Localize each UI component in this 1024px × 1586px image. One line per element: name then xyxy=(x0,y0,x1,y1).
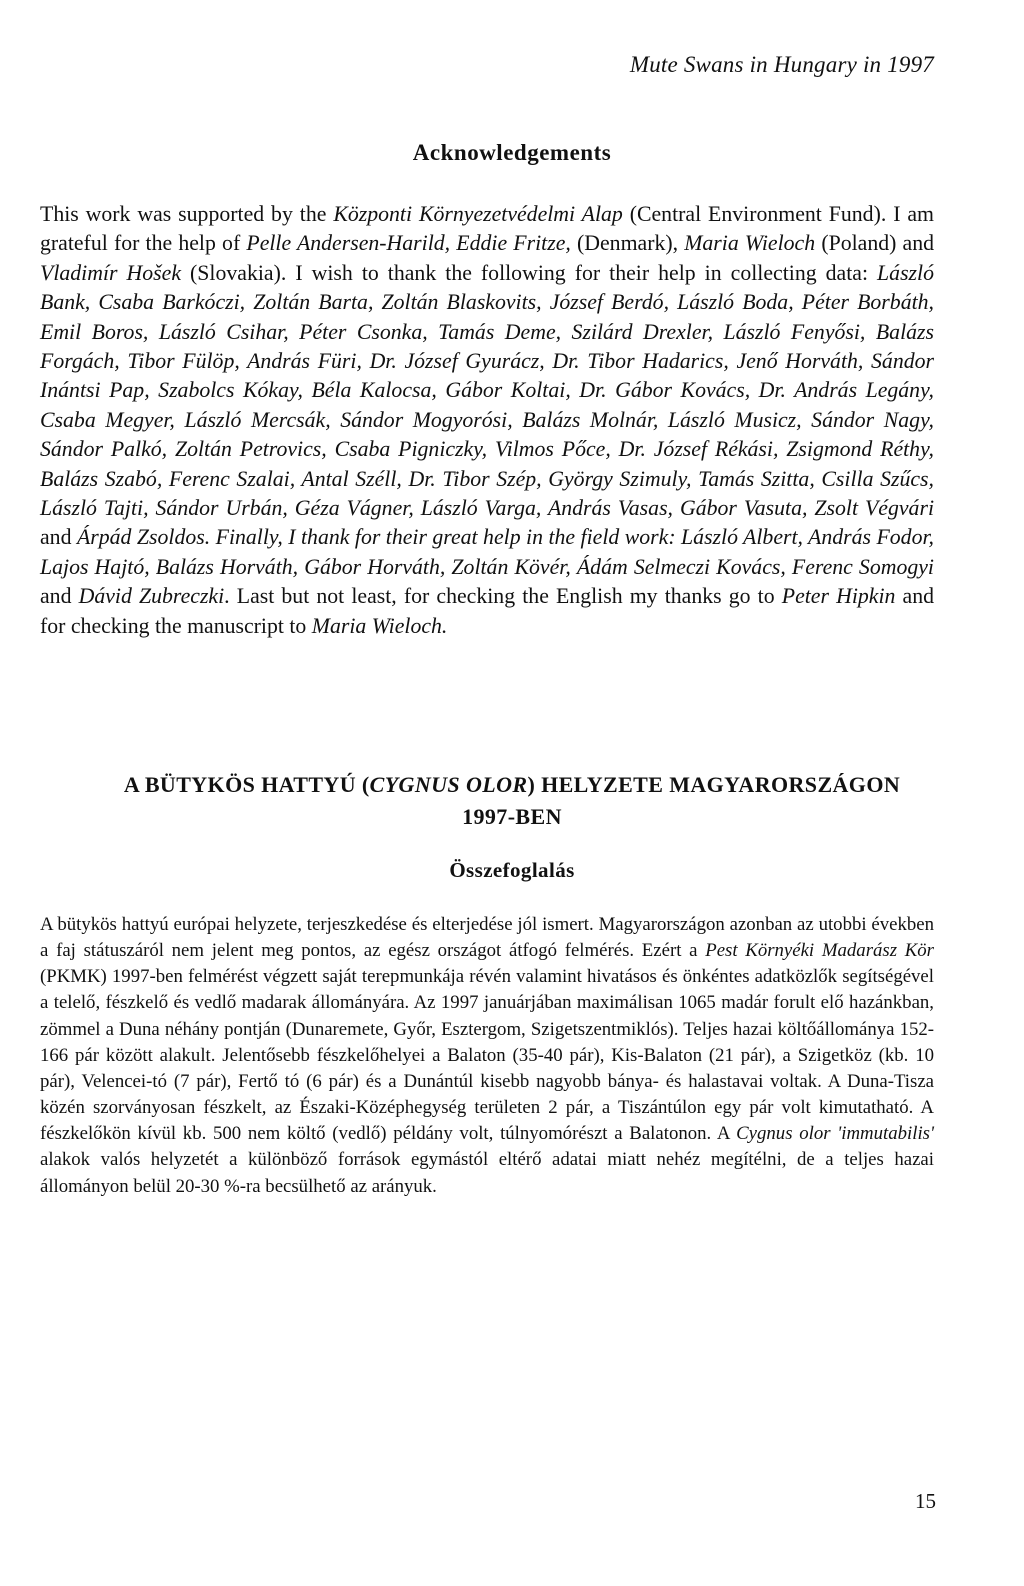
text-segment: (Slovakia). I wish to thank the following for their help in collecting data: xyxy=(181,260,878,285)
acknowledgements-paragraph xyxy=(40,200,934,641)
text-segment: Vladimír Hošek xyxy=(40,260,182,285)
text-segment: and xyxy=(40,525,77,550)
text-segment: This work was supported by the xyxy=(40,202,334,226)
text-segment: A bütykös hattyú európai helyzete, terjeszkedése és elterjedése jól ismert. Magyarországon azonban az utobbi években a faj státuszáról nem jelent meg pontos, az egész országot átfogó felmérés. Ezért a xyxy=(40,914,934,962)
text-segment: Dávid Zubreczki xyxy=(78,584,225,609)
text-segment: László Bank, Csaba Barkóczi, Zoltán Barta, Zoltán Blaskovits, József Berdó, László Boda, Péter Borbáth, Emil Boros, László Csihar, Péter Csonka, Tamás Deme, Szilárd Drexler, László Fenyősi, Balázs Forgách, Tibor Fülöp, András Füri, Dr. József Gyurácz, Dr. Tibor Hadarics, Jenő Horváth, Sándor Inántsi Pap, Szabolcs Kókay, Béla Kalocsa, Gábor Koltai, Dr. Gábor Kovács, Dr. András Legány, Csaba Megyer, László Mercsák, Sándor Mogyorósi, Balázs Molnár, László Musicz, Sándor Nagy, Sándor Palkó, Zoltán Petrovics, Csaba Pigniczky, Vilmos Pőce, Dr. József Rékási, Zsigmond Réthy, Balázs Szabó, Ferenc Szalai, Antal Széll, Dr. Tibor Szép, György Szimuly, Tamás Szitta, Csilla Szűcs, László Tajti, Sándor Urbán, Géza Vágner, László Varga, András Vasas, Gábor Vasuta, Zsolt Végvári xyxy=(40,260,934,521)
text-segment: Maria Wieloch xyxy=(684,231,816,256)
text-segment: Pest Környéki Madarász Kör xyxy=(705,940,934,962)
text-segment: (Central Environment Fund). I am grateful for the help of xyxy=(40,202,934,256)
text-segment: Árpád Zsoldos. Finally, I thank for their great help in the field work: László Albert, András Fodor, Lajos Hajtó, Balázs Horváth, Gábor Horváth, Zoltán Kövér, Ádám Selmeczi Kovács, Ferenc Somogyi xyxy=(40,525,934,579)
hungarian-title-pre: A BÜTYKÖS HATTYÚ ( xyxy=(123,772,370,797)
text-segment: (Poland) and xyxy=(815,231,935,256)
summary-heading: Összefoglalás xyxy=(449,858,575,882)
text-segment: alakok valós helyzetét a különböző források egymástól eltérő adatai miatt nehéz megítélni, de a teljes hazai állományon belül 20-30 %-ra becsülhető az arányuk. xyxy=(40,1149,934,1197)
text-segment: (PKMK) 1997-ben felmérést végzett saját terepmunkája révén valamint hivatásos és önkéntes adatközlők segítségével a telelő, fészkelő és vedlő madarak állományára. Az 1997 januárjában maximálisan 1065 madár forult elő hazánkban, zömmel a Duna néhány pontján (Dunaremete, Győr, Esztergom, Szigetszentmiklós). Teljes hazai költőállománya 152-166 pár között alakult. Jelentősebb fészkelőhelyei a Balaton (35-40 pár), Kis-Balaton (21 pár), a Szigetköz (kb. 10 pár), Velencei-tó (7 pár), Fertő tó (6 pár) és a Dunántúl kisebb nagyobb bánya- és halastavai voltak. A Duna-Tisza közén szorványosan fészkelt, az Északi-Középhegység területen 2 pár, a Tiszántúlon egy pár volt kimutatható. A fészkelőkön kívül kb. 500 nem költő (vedlő) példány volt, túlnyomórészt a Balatonon. A xyxy=(40,966,934,1145)
hungarian-title-line1 xyxy=(0,772,1024,798)
text-segment: and for checking the manuscript to xyxy=(40,584,935,638)
text-segment: and xyxy=(40,584,79,609)
text-segment: Pelle Andersen-Harild, Eddie Fritze, xyxy=(246,231,571,256)
page-number: 15 xyxy=(915,1489,936,1513)
text-segment: Cygnus olor 'immutabilis' xyxy=(736,1123,934,1145)
hungarian-title-line2: 1997-BEN xyxy=(462,804,562,829)
text-segment: . Last but not least, for checking the English my thanks go to xyxy=(224,584,782,609)
summary-paragraph xyxy=(40,912,934,1200)
acknowledgements-heading: Acknowledgements xyxy=(412,140,612,165)
hungarian-title-species: CYGNUS OLOR xyxy=(369,772,528,797)
text-segment: (Denmark), xyxy=(570,231,685,256)
hungarian-title-post: ) HELYZETE MAGYARORSZÁGON xyxy=(527,772,901,797)
text-segment: Peter Hipkin xyxy=(781,584,896,609)
running-head: Mute Swans in Hungary in 1997 xyxy=(629,52,934,77)
text-segment: Maria Wieloch. xyxy=(311,613,448,638)
text-segment: Központi Környezetvédelmi Alap xyxy=(333,202,623,226)
